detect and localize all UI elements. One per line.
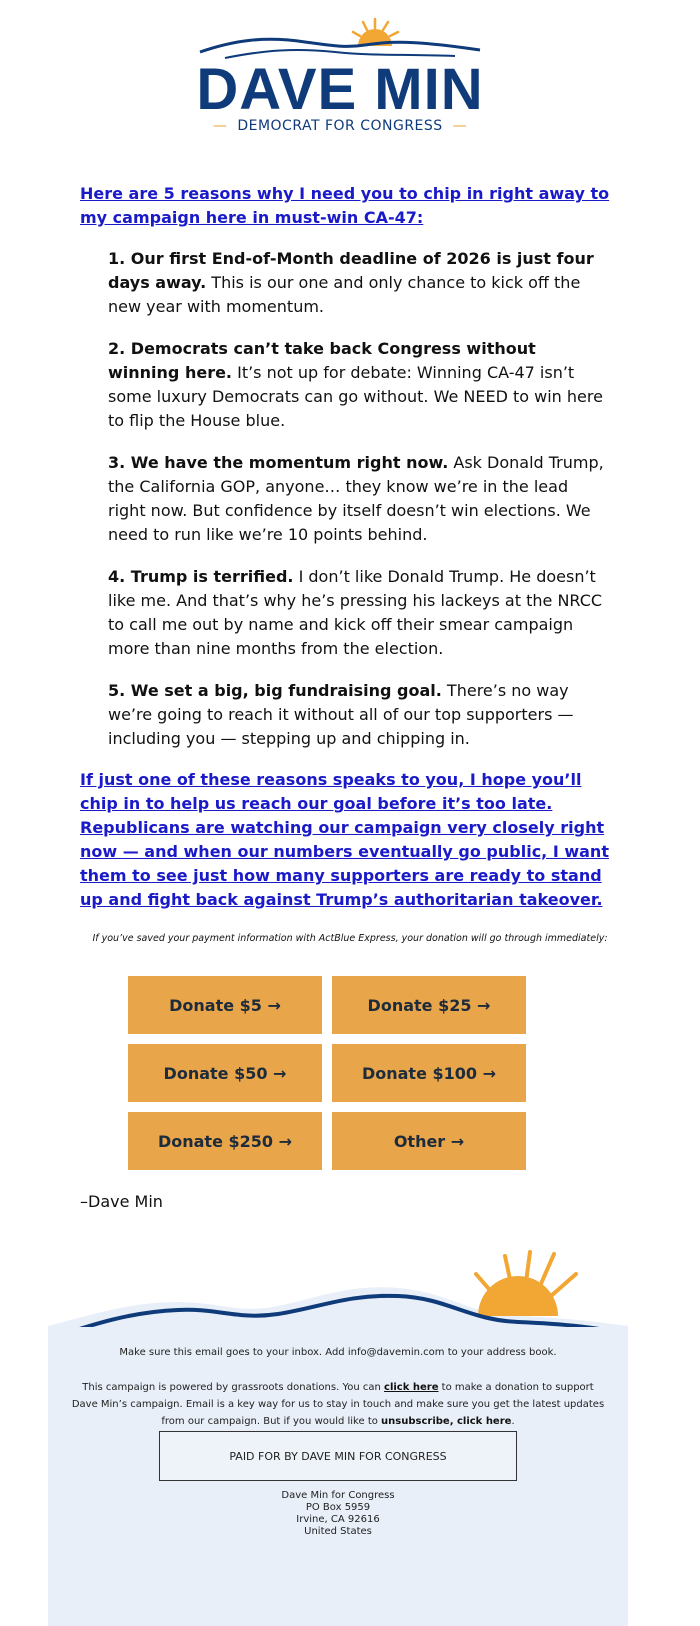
reason-item bbox=[108, 565, 608, 661]
unsubscribe-link[interactable]: unsubscribe, click here bbox=[381, 1416, 512, 1427]
campaign-logo bbox=[195, 18, 485, 138]
cta-donate-link[interactable]: If just one of these reasons speaks to you, I hope you’ll chip in to help us reach our goal before it’s too late. Republicans are watching our campaign very closely right now — and when our numbers eventually go public, I want them to see just how many supporters are ready to stand up and fight back against Trump’s authoritarian takeover. bbox=[80, 770, 609, 909]
logo-tagline: — DEMOCRAT FOR CONGRESS — bbox=[212, 118, 468, 134]
reason-text: It’s not up for debate: Winning CA-47 isn’t some luxury Democrats can go without. We NEED to win here to flip the House blue. bbox=[108, 363, 603, 430]
powered-by-text bbox=[68, 1379, 608, 1430]
address-line: Dave Min for Congress bbox=[281, 1490, 395, 1501]
intro-donate-link[interactable]: Here are 5 reasons why I need you to chip in right away to my campaign here in must-win CA-47: bbox=[80, 184, 610, 227]
cta-paragraph bbox=[80, 768, 620, 912]
inbox-note: Make sure this email goes to your inbox. Add info@davemin.com to your address book. bbox=[119, 1347, 557, 1358]
address-line: United States bbox=[304, 1526, 372, 1537]
email-footer bbox=[48, 1327, 628, 1626]
signature: –Dave Min bbox=[80, 1192, 163, 1211]
reason-item bbox=[108, 679, 608, 751]
reason-heading: 4. Trump is terrified. bbox=[108, 567, 294, 586]
reason-heading: 2. Democrats can’t take back Congress without winning here. bbox=[108, 339, 536, 382]
reason-text: This is our one and only chance to kick off the new year with momentum. bbox=[108, 273, 581, 316]
reason-heading: 1. Our first End-of-Month deadline of 2026 is just four days away. bbox=[108, 249, 594, 292]
donate-other-button[interactable]: Other → bbox=[332, 1112, 526, 1170]
mailing-address bbox=[68, 1490, 608, 1538]
reason-item bbox=[108, 451, 608, 547]
donate-click-here-link[interactable]: click here bbox=[384, 1382, 439, 1393]
donate-250-button[interactable]: Donate $250 → bbox=[128, 1112, 322, 1170]
footer-wave-sun-icon bbox=[48, 1244, 628, 1334]
address-line: Irvine, CA 92616 bbox=[296, 1514, 380, 1525]
reason-item bbox=[108, 247, 608, 319]
address-line: PO Box 5959 bbox=[305, 1502, 371, 1513]
reason-item bbox=[108, 337, 608, 433]
logo-wordmark: DAVE MIN bbox=[196, 57, 484, 122]
logo-tagline-text: DEMOCRAT FOR CONGRESS bbox=[237, 118, 443, 134]
powered-text-1: This campaign is powered by grassroots donations. You can bbox=[82, 1382, 385, 1393]
reason-text: There’s no way we’re going to reach it without all of our top supporters — including you — stepping up and chipping in. bbox=[108, 681, 574, 748]
reason-heading: 5. We set a big, big fundraising goal. bbox=[108, 681, 442, 700]
donate-5-button[interactable]: Donate $5 → bbox=[128, 976, 322, 1034]
reason-text: Ask Donald Trump, the California GOP, anyone… they know we’re in the lead right now. But confidence by itself doesn’t win elections. We need to run like we’re 10 points behind. bbox=[108, 453, 604, 544]
donate-25-button[interactable]: Donate $25 → bbox=[332, 976, 526, 1034]
paid-for-disclaimer: PAID FOR BY DAVE MIN FOR CONGRESS bbox=[159, 1431, 517, 1481]
intro-paragraph bbox=[80, 182, 620, 230]
reasons-list bbox=[108, 247, 608, 769]
actblue-express-note: If you’ve saved your payment information with ActBlue Express, your donation will go through immediately: bbox=[92, 933, 608, 944]
powered-text-2: to make a donation to support Dave Min’s campaign. Email is a key way for us to stay in touch and make sure you get the latest updates from our campaign. But if you would like to bbox=[71, 1382, 605, 1427]
reason-text: I don’t like Donald Trump. He doesn’t like me. And that’s why he’s pressing his lackeys at the NRCC to call me out by name and kick off their smear campaign more than nine months from the election. bbox=[108, 567, 603, 658]
reason-heading: 3. We have the momentum right now. bbox=[108, 453, 449, 472]
powered-text-3: . bbox=[511, 1416, 515, 1427]
donate-50-button[interactable]: Donate $50 → bbox=[128, 1044, 322, 1102]
donate-100-button[interactable]: Donate $100 → bbox=[332, 1044, 526, 1102]
